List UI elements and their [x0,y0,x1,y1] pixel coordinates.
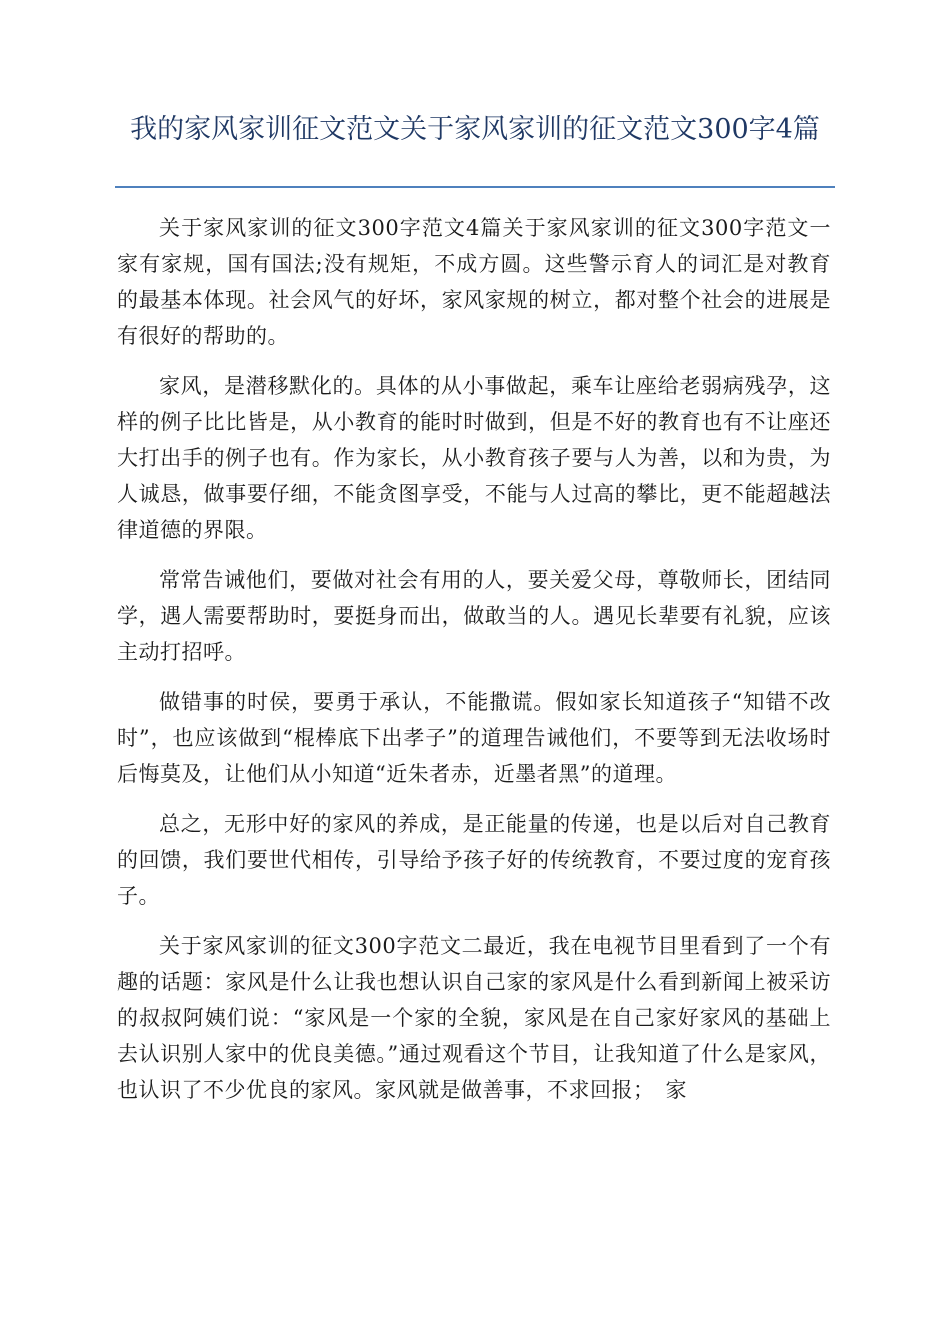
document-body [117,210,831,1122]
paragraph-4: 做错事的时侯，要勇于承认，不能撒谎。假如家长知道孩子“知错不改时”，也应该做到“棍棒底下出孝子”的道理告诫他们，不要等到无法收场时后悔莫及，让他们从小知道“近朱者赤，近墨者黑”的道理。 [117,690,831,786]
paragraph-1: 关于家风家训的征文300字范文4篇关于家风家训的征文300字范文一家有家规，国有国法;没有规矩，不成方圆。这些警示育人的词汇是对教育的最基本体现。社会风气的好坏，家风家规的树立，都对整个社会的进展是有很好的帮助的。 [117,216,831,348]
paragraph-3: 常常告诫他们，要做对社会有用的人，要关爱父母，尊敬师长，团结同学，遇人需要帮助时，要挺身而出，做敢当的人。遇见长辈要有礼貌，应该主动打招呼。 [117,568,831,664]
title-underline [115,186,835,188]
paragraph-5: 总之，无形中好的家风的养成，是正能量的传递，也是以后对自己教育的回馈，我们要世代相传，引导给予孩子好的传统教育，不要过度的宠育孩子。 [117,812,831,908]
paragraph-2: 家风，是潜移默化的。具体的从小事做起，乘车让座给老弱病残孕，这样的例子比比皆是，从小教育的能时时做到，但是不好的教育也有不让座还大打出手的例子也有。作为家长，从小教育孩子要与人为善，以和为贵，为人诚恳，做事要仔细，不能贪图享受，不能与人过高的攀比，更不能超越法律道德的界限。 [117,374,831,542]
document-title: 我的家风家训征文范文关于家风家训的征文范文300字4篇 [130,114,820,145]
paragraph-6: 关于家风家训的征文300字范文二最近，我在电视节目里看到了一个有趣的话题：家风是什么让我也想认识自己家的家风是什么看到新闻上被采访的叔叔阿姨们说：“家风是一个家的全貌，家风是在自己家好家风的基础上去认识别人家中的优良美德。”通过观看这个节目，让我知道了什么是家风，也认识了不少优良的家风。家风就是做善事，不求回报； 家 [117,934,831,1102]
